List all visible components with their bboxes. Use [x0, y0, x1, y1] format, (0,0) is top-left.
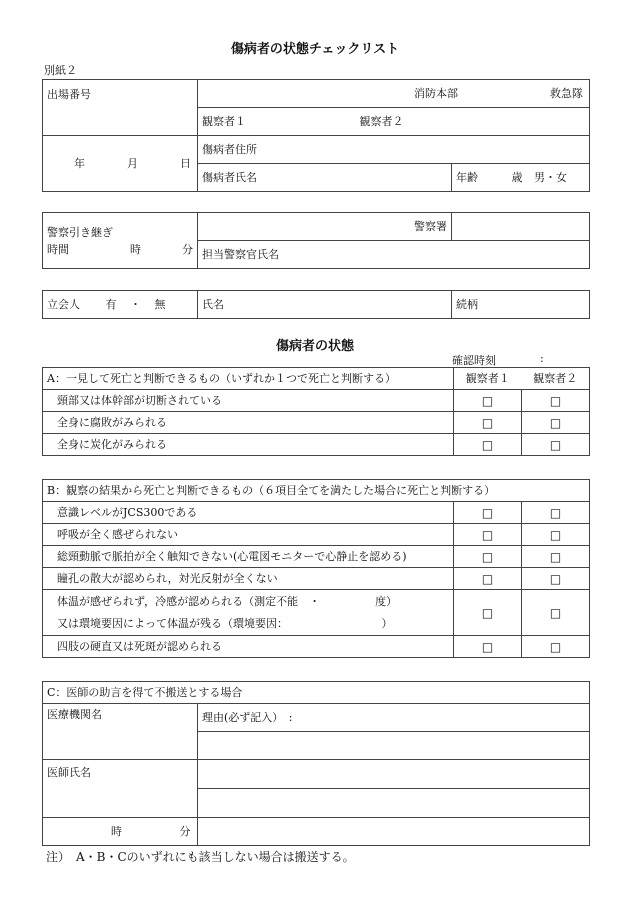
consult-time-cell [43, 818, 198, 846]
checkbox-obs1[interactable]: □ [454, 390, 522, 412]
police-handover-label: 警察引き継ぎ [47, 225, 113, 239]
section-b-item: 四肢の硬直又は死斑が認められる [43, 636, 454, 658]
patient-name-label: 傷病者氏名 [198, 164, 452, 192]
date-cell [43, 136, 198, 192]
checkbox-obs1[interactable]: □ [454, 546, 522, 568]
checkbox-obs1[interactable]: □ [454, 568, 522, 590]
checkbox-obs2[interactable]: □ [522, 390, 590, 412]
confirm-time-colon: : [540, 352, 544, 365]
consult-blank [198, 818, 590, 846]
day-label: 日 [180, 156, 191, 170]
observer1-label: 観察者１ [202, 114, 246, 128]
observer2-header: 観察者２ [522, 368, 590, 390]
checkbox-obs1[interactable]: □ [454, 502, 522, 524]
year-label: 年 [74, 156, 85, 170]
observer1-header: 観察者１ [454, 368, 522, 390]
witness-name-label: 氏名 [198, 291, 452, 319]
doctor-name-label: 医師氏名 [43, 760, 198, 818]
section-b-item: 瞳孔の散大が認められ，対光反射が全くない [43, 568, 454, 590]
confirm-time-label: 確認時刻 [452, 354, 496, 367]
witness-cell [43, 291, 198, 319]
page-title: 傷病者の状態チェックリスト [230, 42, 400, 57]
section-b-heading: B：観察の結果から死亡と判断できるもの（６項目全てを満たした場合に死亡と判断する） [43, 480, 590, 502]
checkbox-obs2[interactable]: □ [522, 524, 590, 546]
section-a-table [42, 367, 590, 456]
section-a-item: 全身に腐敗がみられる [43, 412, 454, 434]
reason-label: 理由(必ず記入） : [198, 704, 590, 732]
temperature-line2: 又は環境要因によって体温が残る（環境要因： ） [57, 616, 393, 630]
state-title: 傷病者の状態 [275, 339, 354, 354]
section-b-table [42, 479, 590, 658]
consult-minute-label: 分 [179, 824, 191, 838]
section-a-heading: A：一見して死亡と判断できるもの（いずれか１つで死亡と判断する） [43, 368, 454, 390]
age-label: 年齢 [456, 170, 478, 184]
witness-label: 立会人 [47, 297, 80, 311]
minute-label: 分 [182, 242, 193, 256]
section-b-item: 意識レベルがJCS300である [43, 502, 454, 524]
month-label: 月 [127, 156, 138, 170]
dispatch-table [42, 79, 590, 192]
checkbox-obs1[interactable]: □ [454, 434, 522, 456]
checkbox-obs2[interactable]: □ [522, 502, 590, 524]
ems-unit-label: 救急隊 [550, 86, 583, 100]
fire-dept-label: 消防本部 [414, 86, 458, 100]
section-c-heading: C：医師の助言を得て不搬送とする場合 [43, 682, 590, 704]
institution-label: 医療機関名 [43, 704, 198, 760]
observers-row [198, 108, 590, 136]
police-officer-label: 担当警察官氏名 [198, 241, 590, 269]
police-station-blank [452, 213, 590, 241]
section-b-item: 呼吸が全く感ぜられない [43, 524, 454, 546]
reason-blank-line[interactable] [198, 732, 590, 760]
checkbox-obs2[interactable]: □ [522, 590, 590, 636]
checkbox-obs2[interactable]: □ [522, 568, 590, 590]
fire-department-row [198, 80, 590, 108]
checkbox-obs1[interactable]: □ [454, 524, 522, 546]
checkbox-obs2[interactable]: □ [522, 636, 590, 658]
sex-options: 男・女 [534, 170, 567, 184]
witness-relation-label: 続柄 [452, 291, 590, 319]
patient-address-label: 傷病者住所 [198, 136, 590, 164]
hour-label: 時 [130, 242, 141, 256]
section-b-temperature-item [43, 590, 454, 636]
time-label: 時間 [47, 242, 69, 256]
witness-no: 無 [154, 297, 166, 311]
checkbox-obs1[interactable]: □ [454, 636, 522, 658]
checkbox-obs2[interactable]: □ [522, 546, 590, 568]
annex-label: 別紙２ [44, 64, 77, 77]
reason-blank-line[interactable] [198, 760, 590, 789]
reason-blank-line[interactable] [198, 789, 590, 818]
observer2-label: 観察者２ [359, 114, 404, 128]
police-table [42, 212, 590, 269]
temperature-line1: 体温が感ぜられず，冷感が認められる（測定不能 ・ 度） [57, 594, 398, 608]
police-handover-cell [43, 213, 198, 269]
witness-dot: ・ [130, 297, 141, 311]
checkbox-obs1[interactable]: □ [454, 590, 522, 636]
consult-hour-label: 時 [111, 824, 122, 838]
footer-note: 注） A・B・Cのいずれにも該当しない場合は搬送する。 [46, 850, 355, 864]
age-sex-cell [452, 164, 590, 192]
police-station-label: 警察署 [198, 213, 452, 241]
witness-table [42, 290, 590, 319]
dispatch-number-label: 出場番号 [43, 80, 198, 136]
section-b-item: 総頸動脈で脈拍が全く触知できない(心電図モニターで心静止を認める) [43, 546, 454, 568]
checkbox-obs2[interactable]: □ [522, 412, 590, 434]
checkbox-obs1[interactable]: □ [454, 412, 522, 434]
section-a-item: 頸部又は体幹部が切断されている [43, 390, 454, 412]
section-a-item: 全身に炭化がみられる [43, 434, 454, 456]
section-c-table [42, 681, 590, 846]
witness-yes: 有 [105, 297, 117, 311]
age-unit: 歳 [511, 170, 523, 184]
checkbox-obs2[interactable]: □ [522, 434, 590, 456]
